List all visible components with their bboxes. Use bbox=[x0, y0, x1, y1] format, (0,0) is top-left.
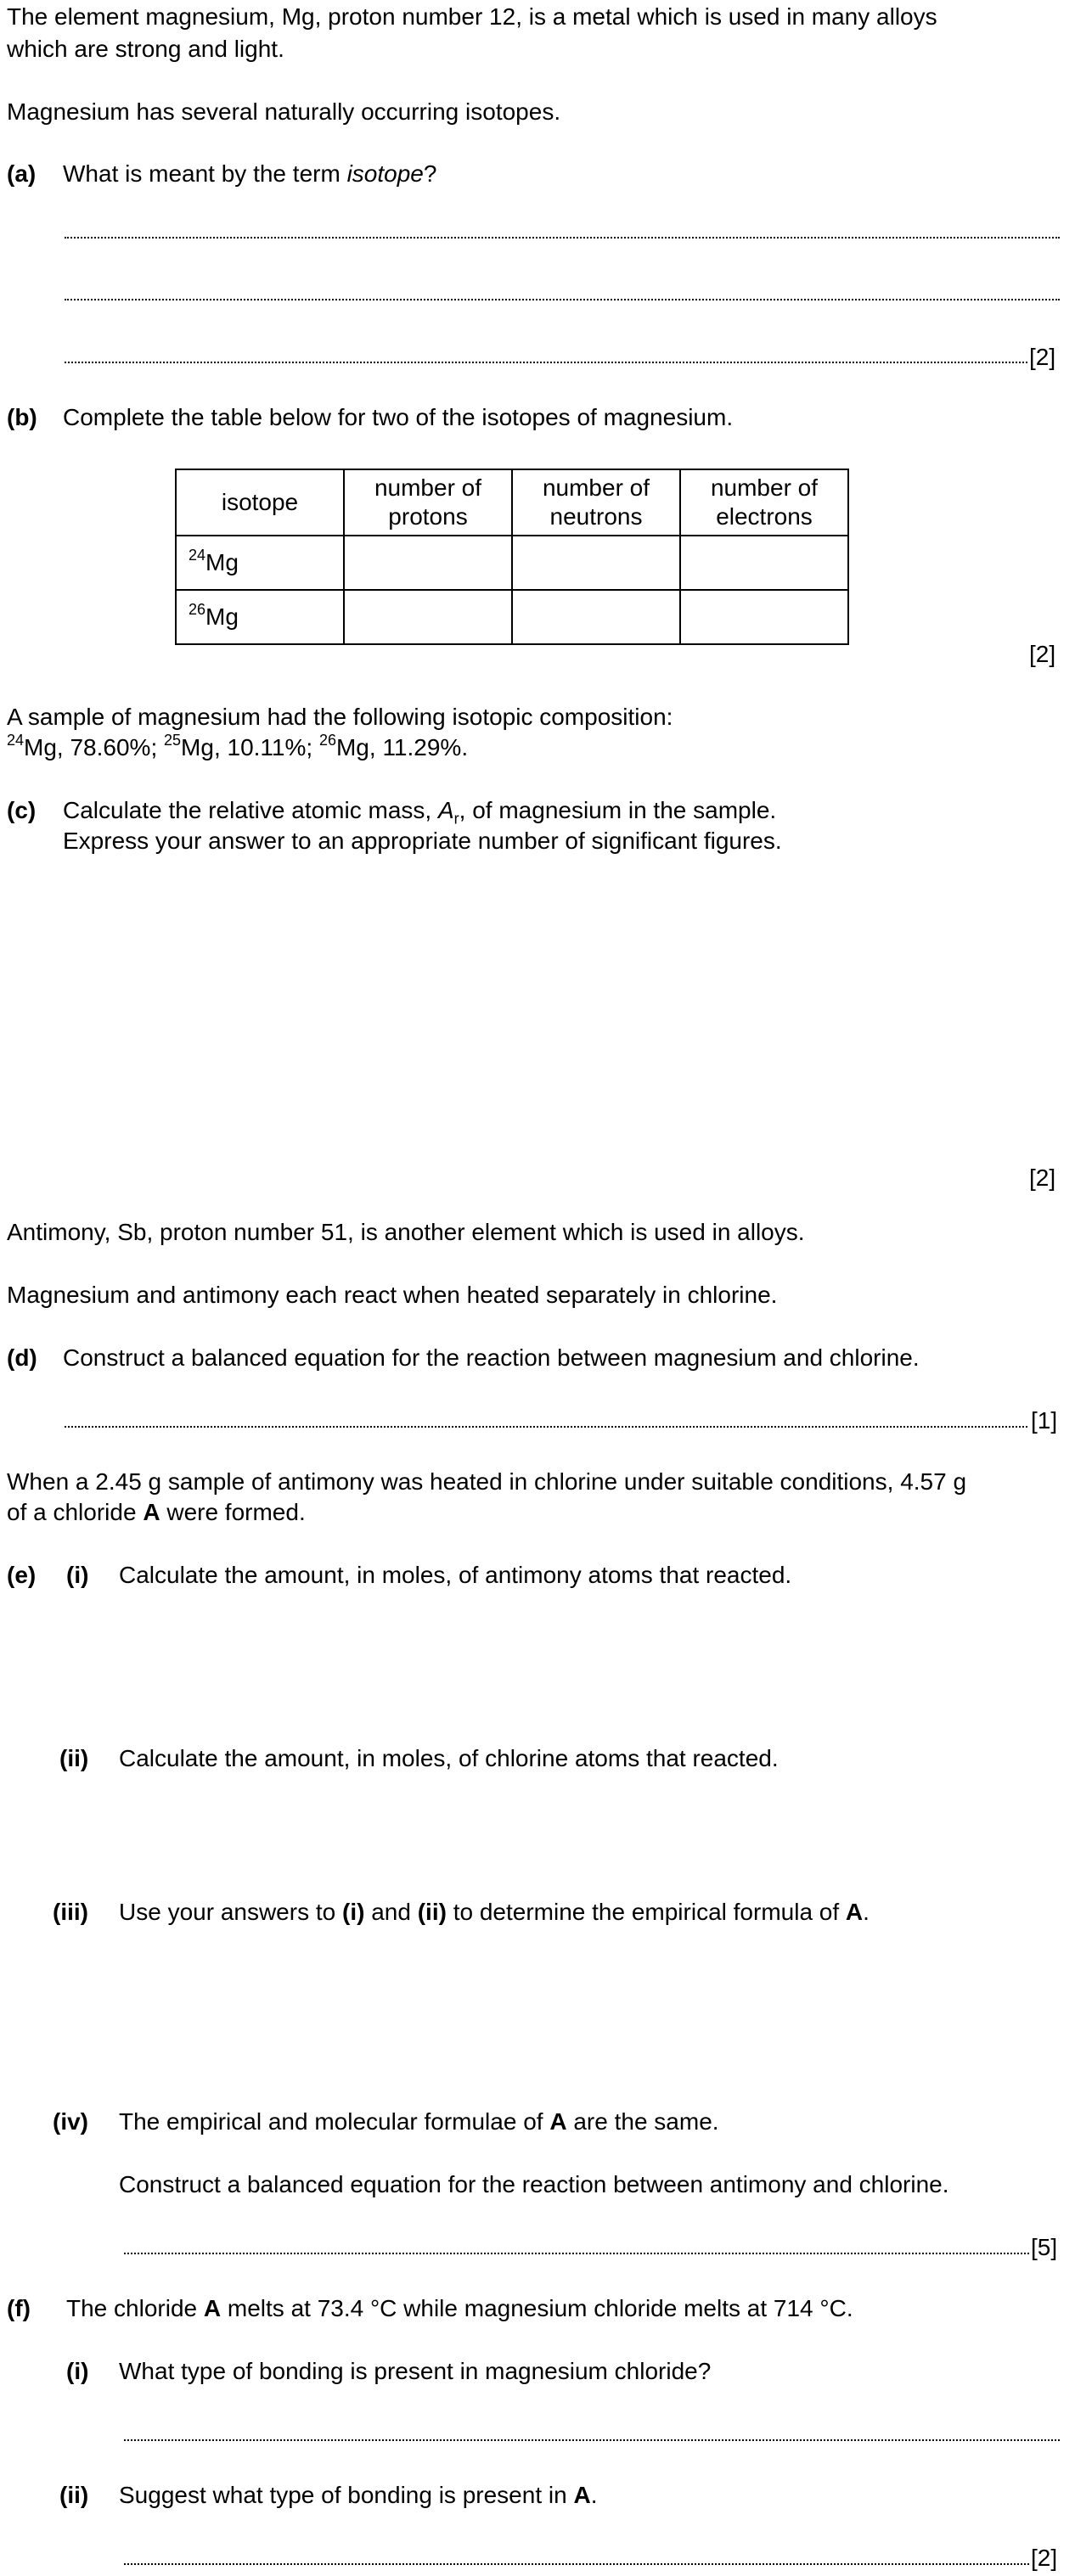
table-header-isotope bbox=[176, 469, 344, 536]
text-segment: . bbox=[863, 1899, 870, 1925]
table-header-neutrons bbox=[512, 469, 680, 536]
question-b-text: Complete the table below for two of the isotopes of magnesium. bbox=[63, 404, 734, 430]
isotope-2-mass: 25 bbox=[164, 731, 182, 749]
header-neutrons-line2: neutrons bbox=[549, 503, 643, 530]
text-segment: are the same. bbox=[566, 2108, 719, 2135]
answer-cell-mg24-electrons[interactable] bbox=[680, 536, 848, 590]
question-e-iv-line-2: Construct a balanced equation for the reaction between antimony and chlorine. bbox=[119, 2171, 949, 2197]
answer-line-f-i[interactable] bbox=[124, 2439, 1060, 2441]
element-symbol: Mg bbox=[205, 603, 239, 630]
question-f-i-label: (i) bbox=[66, 2358, 89, 2384]
table-header-row bbox=[176, 469, 848, 536]
symbol-A: A bbox=[437, 797, 454, 823]
antimony-line-1: Antimony, Sb, proton number 51, is another element which is used in alloys. bbox=[7, 1219, 805, 1245]
answer-cell-mg24-protons[interactable] bbox=[344, 536, 512, 590]
isotope-3-mass: 26 bbox=[318, 731, 336, 749]
sample2-text-b: were formed. bbox=[160, 1499, 306, 1525]
question-e-iii-label: (iii) bbox=[53, 1899, 88, 1925]
isotope-cell-mg26 bbox=[176, 590, 344, 644]
text-segment: and bbox=[364, 1899, 418, 1925]
question-c-text-b: , of magnesium in the sample. bbox=[459, 797, 777, 823]
question-e-ii-label: (ii) bbox=[59, 1745, 89, 1771]
question-d-text: Construct a balanced equation for the reaction between magnesium and chlorine. bbox=[63, 1344, 920, 1371]
answer-line-d[interactable] bbox=[65, 1426, 1027, 1428]
answer-cell-mg26-protons[interactable] bbox=[344, 590, 512, 644]
question-a-suffix: ? bbox=[423, 160, 437, 187]
text-segment: Use your answers to bbox=[119, 1899, 342, 1925]
question-a-label: (a) bbox=[7, 160, 37, 187]
header-protons-line2: protons bbox=[388, 503, 468, 530]
intro-line-1: The element magnesium, Mg, proton number 12, is a metal which is used in many alloys bbox=[7, 3, 937, 30]
intro-line-2: which are strong and light. bbox=[7, 36, 284, 62]
isotope-table bbox=[175, 469, 849, 645]
symbol-A: A bbox=[845, 1899, 864, 1925]
answer-line-e-iv[interactable] bbox=[124, 2253, 1029, 2254]
question-b-label: (b) bbox=[7, 404, 37, 430]
subscript-r: r bbox=[453, 810, 459, 828]
sample2-line-2 bbox=[7, 1497, 306, 1528]
question-e-iii-text bbox=[119, 1897, 870, 1928]
text-segment: Suggest what type of bonding is present in bbox=[119, 2482, 574, 2508]
header-isotope-label: isotope bbox=[221, 489, 299, 515]
question-c-line-2: Express your answer to an appropriate number of significant figures. bbox=[63, 828, 782, 854]
sample2-text-a: of a chloride bbox=[7, 1499, 144, 1525]
isotope-cell-mg24 bbox=[176, 536, 344, 590]
marks-d: [1] bbox=[1031, 1407, 1058, 1434]
question-e-i-text: Calculate the amount, in moles, of antimony atoms that reacted. bbox=[119, 1562, 792, 1588]
table-header-protons bbox=[344, 469, 512, 536]
table-header-electrons bbox=[680, 469, 848, 536]
mass-number: 24 bbox=[189, 546, 206, 564]
question-f-ii-label: (ii) bbox=[59, 2482, 89, 2508]
marks-b: [2] bbox=[1029, 641, 1056, 667]
antimony-line-2: Magnesium and antimony each react when heated separately in chlorine. bbox=[7, 1282, 778, 1308]
question-a-text bbox=[63, 159, 436, 189]
text-segment: . bbox=[590, 2482, 598, 2508]
question-f-text bbox=[66, 2293, 853, 2324]
symbol-A: A bbox=[143, 1499, 160, 1525]
isotope-1-mass: 24 bbox=[7, 731, 25, 749]
header-neutrons-line1: number of bbox=[542, 474, 650, 501]
answer-line-a-2[interactable] bbox=[65, 299, 1060, 300]
answer-cell-mg26-electrons[interactable] bbox=[680, 590, 848, 644]
question-a-prefix: What is meant by the term bbox=[63, 160, 347, 187]
text-segment: The chloride bbox=[66, 2295, 204, 2321]
question-e-iv-label: (iv) bbox=[53, 2108, 88, 2135]
header-electrons-line2: electrons bbox=[716, 503, 813, 530]
answer-line-f-ii[interactable] bbox=[124, 2563, 1029, 2565]
answer-cell-mg26-neutrons[interactable] bbox=[512, 590, 680, 644]
question-c-text-a: Calculate the relative atomic mass, bbox=[63, 797, 438, 823]
header-protons-line1: number of bbox=[374, 474, 482, 501]
sample-line-2 bbox=[7, 732, 468, 763]
question-c-line-1 bbox=[63, 795, 776, 826]
answer-line-a-1[interactable] bbox=[65, 237, 1060, 239]
question-f-ii-text bbox=[119, 2480, 597, 2511]
header-electrons-line1: number of bbox=[710, 474, 819, 501]
marks-f: [2] bbox=[1031, 2545, 1058, 2571]
question-a-term: isotope bbox=[346, 160, 424, 187]
mass-number: 26 bbox=[189, 600, 206, 618]
symbol-A: A bbox=[573, 2482, 591, 2508]
marks-c: [2] bbox=[1029, 1165, 1056, 1191]
ref-i: (i) bbox=[342, 1899, 365, 1925]
intro-line-3: Magnesium has several naturally occurring isotopes. bbox=[7, 98, 561, 125]
question-f-i-text: What type of bonding is present in magnesium chloride? bbox=[119, 2358, 712, 2384]
text-segment: The empirical and molecular formulae of bbox=[119, 2108, 550, 2135]
symbol-A: A bbox=[549, 2108, 567, 2135]
ref-ii: (ii) bbox=[417, 1899, 447, 1925]
marks-e: [5] bbox=[1031, 2234, 1058, 2260]
sample2-line-1: When a 2.45 g sample of antimony was heated in chlorine under suitable conditions, 4.57 g bbox=[7, 1468, 967, 1495]
question-e-iv-text bbox=[119, 2107, 719, 2137]
element-symbol: Mg bbox=[205, 549, 239, 575]
marks-a: [2] bbox=[1029, 344, 1056, 370]
sample-line-1: A sample of magnesium had the following isotopic composition: bbox=[7, 704, 673, 730]
table-row bbox=[176, 536, 848, 590]
text-segment: to determine the empirical formula of bbox=[446, 1899, 846, 1925]
answer-cell-mg24-neutrons[interactable] bbox=[512, 536, 680, 590]
question-f-label: (f) bbox=[7, 2295, 31, 2321]
table-row bbox=[176, 590, 848, 644]
question-e-i-label: (i) bbox=[66, 1562, 89, 1588]
isotope-1-abundance: Mg, 78.60%; bbox=[24, 734, 165, 760]
isotope-3-abundance: Mg, 11.29%. bbox=[335, 734, 469, 760]
question-d-label: (d) bbox=[7, 1344, 37, 1371]
symbol-A: A bbox=[203, 2295, 222, 2321]
question-e-label: (e) bbox=[7, 1562, 37, 1588]
question-c-label: (c) bbox=[7, 797, 37, 823]
question-e-ii-text: Calculate the amount, in moles, of chlorine atoms that reacted. bbox=[119, 1745, 779, 1771]
text-segment: melts at 73.4 °C while magnesium chloride melts at 714 °C. bbox=[221, 2295, 853, 2321]
answer-line-a-3[interactable] bbox=[65, 362, 1027, 363]
isotope-2-abundance: Mg, 10.11%; bbox=[181, 734, 319, 760]
